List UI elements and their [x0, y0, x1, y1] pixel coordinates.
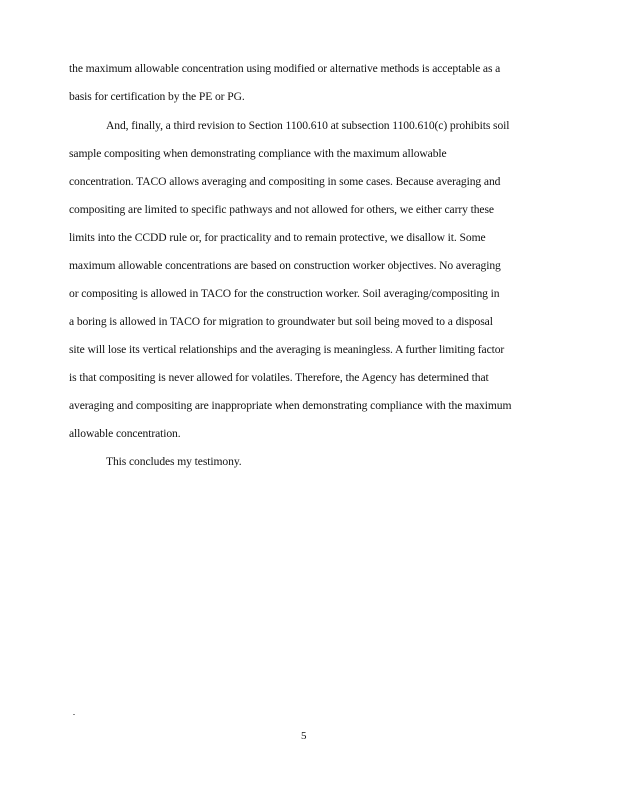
- text-line-4: sample compositing when demonstrating compliance with the maximum allowable: [69, 147, 447, 160]
- text-line-3: And, finally, a third revision to Section 1100.610 at subsection 1100.610(c) prohibits soil: [106, 119, 510, 132]
- page-number: 5: [301, 730, 307, 742]
- text-line-6: compositing are limited to specific pathways and not allowed for others, we either carry these: [69, 203, 494, 216]
- text-line-8: maximum allowable concentrations are based on construction worker objectives. No averaging: [69, 259, 501, 272]
- text-line-14: allowable concentration.: [69, 427, 181, 440]
- text-line-10: a boring is allowed in TACO for migration to groundwater but soil being moved to a disposal: [69, 315, 493, 328]
- text-line-15: This concludes my testimony.: [106, 455, 242, 468]
- text-line-2: basis for certification by the PE or PG.: [69, 90, 245, 103]
- text-line-11: site will lose its vertical relationships and the averaging is meaningless. A further limiting factor: [69, 343, 505, 356]
- text-line-1: the maximum allowable concentration using modified or alternative methods is acceptable as a: [69, 62, 501, 75]
- text-line-5: concentration. TACO allows averaging and compositing in some cases. Because averaging and: [69, 175, 501, 188]
- text-line-13: averaging and compositing are inappropriate when demonstrating compliance with the maximum: [69, 399, 512, 412]
- text-line-12: is that compositing is never allowed for volatiles. Therefore, the Agency has determined that: [69, 371, 489, 384]
- scan-speck: [73, 714, 75, 715]
- text-line-9: or compositing is allowed in TACO for the construction worker. Soil averaging/compositing in: [69, 287, 500, 300]
- text-line-7: limits into the CCDD rule or, for practicality and to remain protective, we disallow it. Some: [69, 231, 486, 244]
